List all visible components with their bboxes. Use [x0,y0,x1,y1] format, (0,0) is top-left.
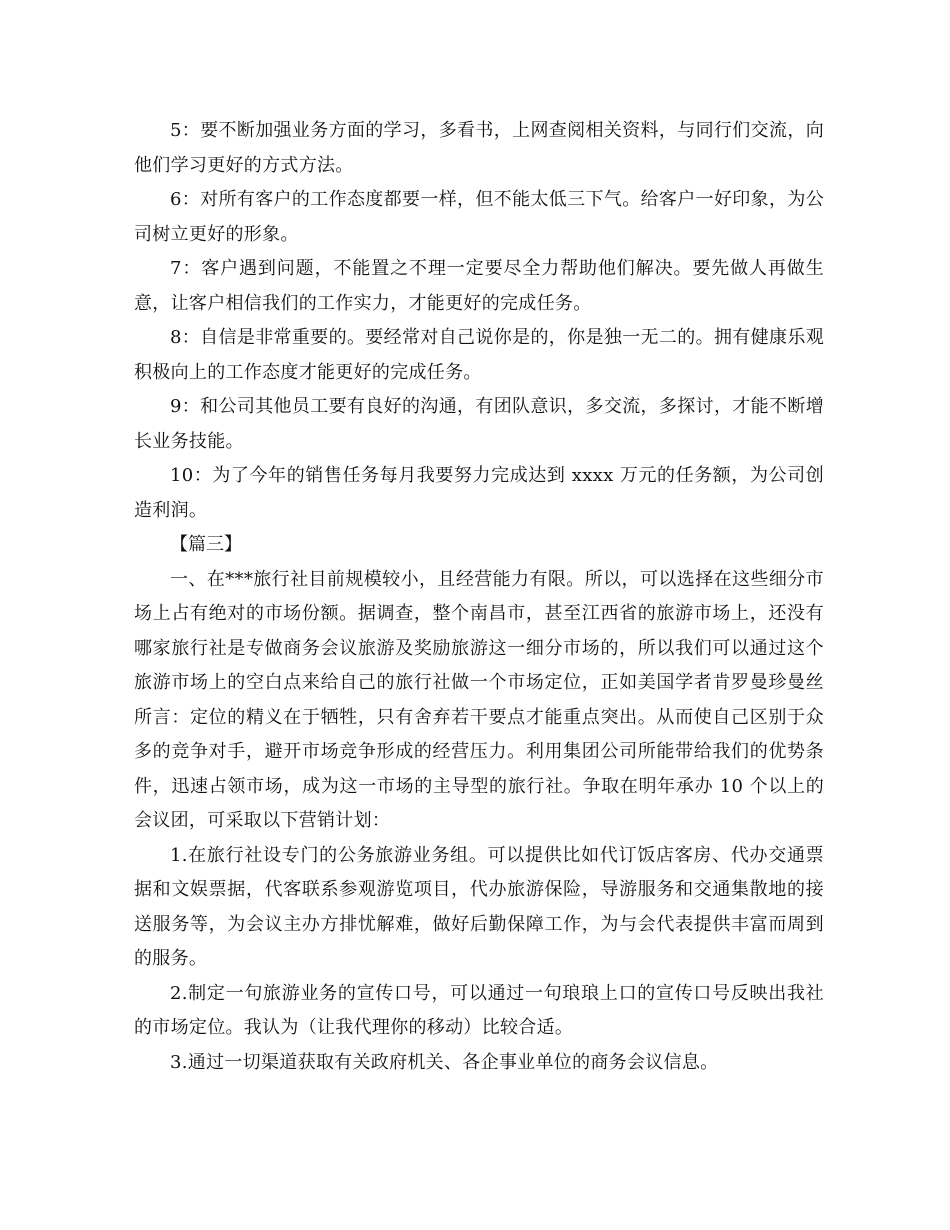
paragraph-item-7: 7：客户遇到问题，不能置之不理一定要尽全力帮助他们解决。要先做人再做生意，让客户相信我们的工作实力，才能更好的完成任务。 [134,258,824,314]
paragraph-item-5: 5：要不断加强业务方面的学习，多看书，上网查阅相关资料，与同行们交流，向他们学习更好的方式方法。 [134,120,824,176]
document-page [134,114,824,1080]
paragraph-plan-1: 1.在旅行社设专门的公务旅游业务组。可以提供比如代订饭店客房、代办交通票据和文娱票据，代客联系参观游览项目，代办旅游保险，导游服务和交通集散地的接送服务等，为会议主办方排忧解难，做好后勤保障工作，为与会代表提供丰富而周到的服务。 [134,844,824,969]
section-heading: 【篇三】 [170,534,242,555]
paragraph-plan-2: 2.制定一句旅游业务的宣传口号，可以通过一句琅琅上口的宣传口号反映出我社的市场定位。我认为（让我代理你的移动）比较合适。 [134,982,824,1038]
paragraph-section-intro: 一、在***旅行社目前规模较小，且经营能力有限。所以，可以选择在这些细分市场上占有绝对的市场份额。据调查，整个南昌市，甚至江西省的旅游市场上，还没有哪家旅行社是专做商务会议旅游及奖励旅游这一细分市场的，所以我们可以通过这个旅游市场上的空白点来给自己的旅行社做一个市场定位，正如美国学者肯罗曼珍曼丝所言：定位的精义在于牺牲，只有舍弃若干要点才能重点突出。从而使自己区别于众多的竞争对手，避开市场竞争形成的经营压力。利用集团公司所能带给我们的优势条件，迅速占领市场，成为这一市场的主导型的旅行社。争取在明年承办 10 个以上的会议团，可采取以下营销计划： [134,568,824,831]
paragraph-plan-3: 3.通过一切渠道获取有关政府机关、各企事业单位的商务会议信息。 [170,1051,719,1073]
paragraph-item-8: 8：自信是非常重要的。要经常对自己说你是的，你是独一无二的。拥有健康乐观积极向上的工作态度才能更好的完成任务。 [134,327,824,383]
paragraph-item-9: 9：和公司其他员工要有良好的沟通，有团队意识，多交流，多探讨，才能不断增长业务技能。 [134,396,824,452]
paragraph-item-10: 10：为了今年的销售任务每月我要努力完成达到 xxxx 万元的任务额，为公司创造利润。 [134,465,824,521]
paragraph-item-6: 6：对所有客户的工作态度都要一样，但不能太低三下气。给客户一好印象，为公司树立更好的形象。 [134,189,824,245]
